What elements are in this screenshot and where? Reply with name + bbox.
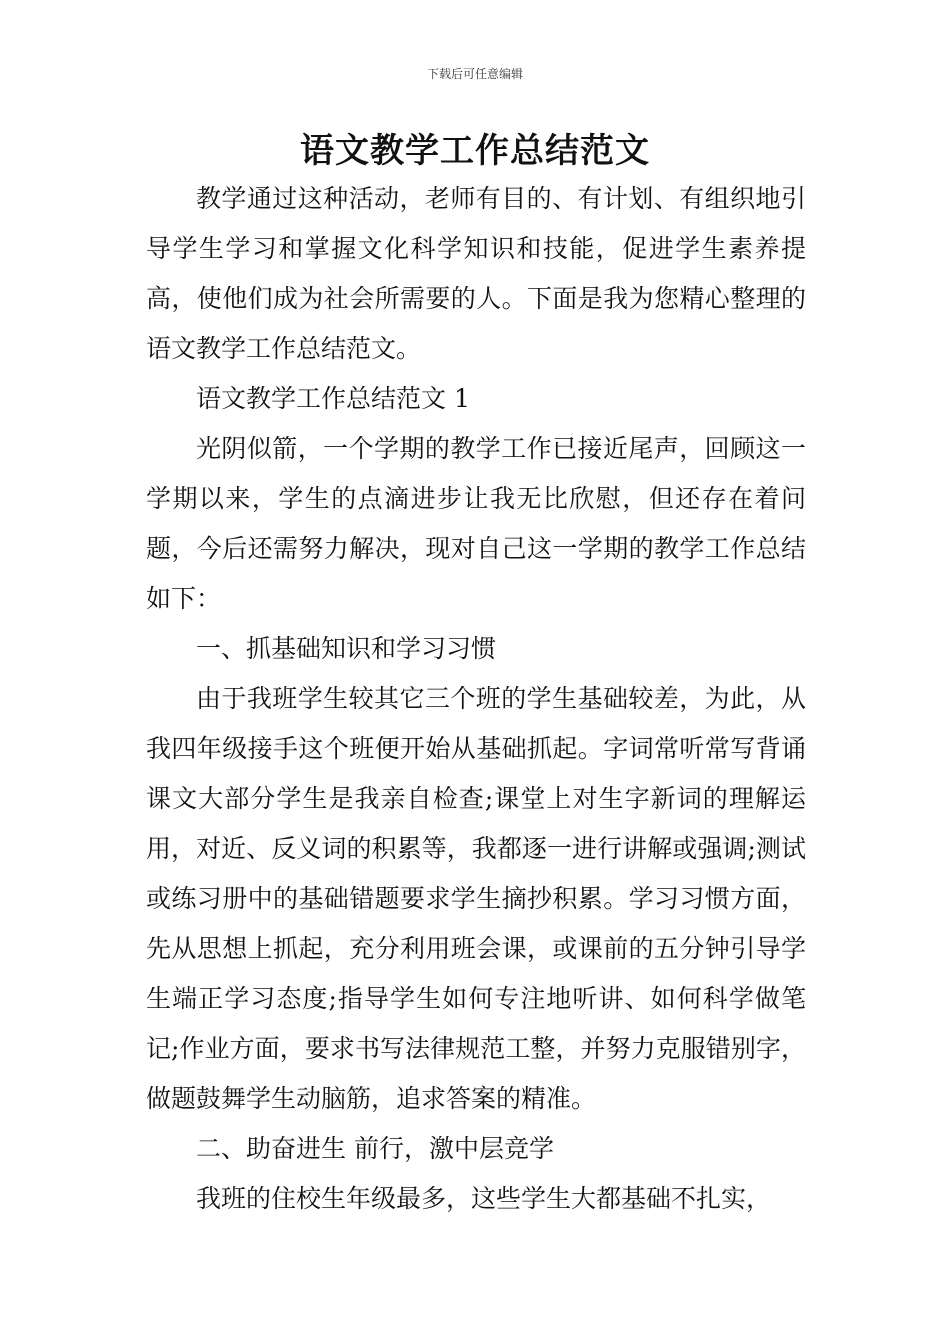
section-heading-2: 二、助奋进生 前行，激中层竞学: [196, 1134, 554, 1163]
section-heading-1: 一、抓基础知识和学习习惯: [196, 634, 497, 663]
body-paragraph: 由于我班学生较其它三个班的学生基础较差，为此，从我四年级接手这个班便开始从基础抓起。字词常听常写背诵课文大部分学生是我亲自检查;课堂上对生字新词的理解运用，对近、反义词的积累等，我都逐一进行讲解或强调;测试或练习册中的基础错题要求学生摘抄积累。学习习惯方面，先从思想上抓起，充分利用班会课，或课前的五分钟引导学生端正学习态度;指导学生如何专注地听讲、如何科学做笔记;作业方面，要求书写法律规范工整，并努力克服错别字，做题鼓舞学生动脑筋，追求答案的精准。: [146, 684, 806, 1113]
document-body: [146, 174, 806, 1224]
page-header-note: 下载后可任意编辑: [426, 67, 523, 81]
document-title: 语文教学工作总结范文: [300, 131, 650, 171]
body-paragraph: 我班的住校生年级最多，这些学生大都基础不扎实，: [196, 1184, 772, 1213]
body-paragraph: 光阴似箭，一个学期的教学工作已接近尾声，回顾这一学期以来，学生的点滴进步让我无比欣慰，但还存在着问题，今后还需努力解决，现对自己这一学期的教学工作总结如下：: [146, 434, 806, 613]
intro-paragraph: 教学通过这种活动，老师有目的、有计划、有组织地引导学生学习和掌握文化科学知识和技能，促进学生素养提高，使他们成为社会所需要的人。下面是我为您精心整理的语文教学工作总结范文。: [146, 184, 806, 363]
section-heading-sample-1: 语文教学工作总结范文 1: [196, 384, 470, 413]
